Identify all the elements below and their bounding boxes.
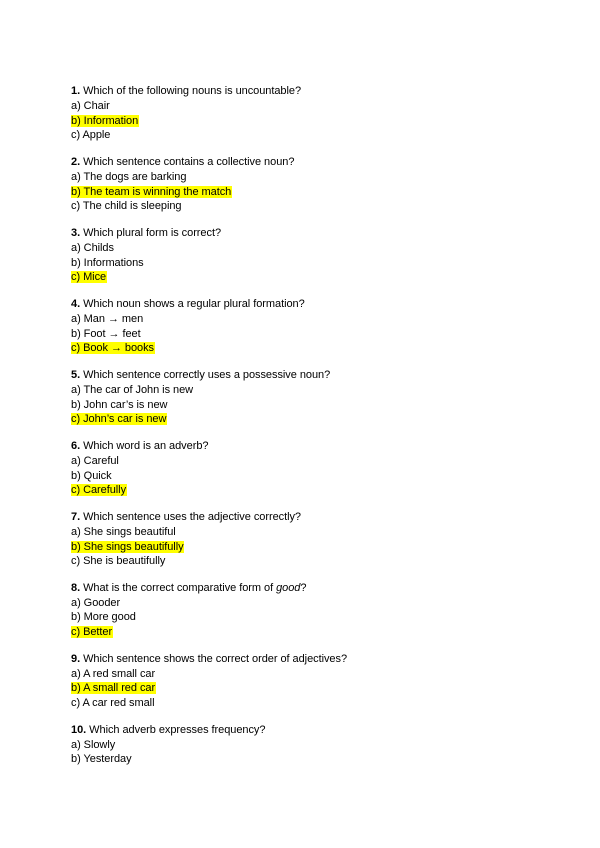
question-prompt bbox=[71, 297, 551, 312]
option-b bbox=[71, 256, 551, 271]
question-text: Which plural form is correct? bbox=[83, 226, 222, 239]
highlighted-answer: c) Better bbox=[71, 626, 113, 639]
question-7 bbox=[71, 510, 551, 569]
highlighted-answer: c) Mice bbox=[71, 271, 107, 284]
question-text: Which noun shows a regular plural formation? bbox=[83, 297, 305, 310]
question-number: 4. bbox=[71, 297, 81, 310]
option-text: a) Childs bbox=[71, 241, 114, 254]
option-text: b) Yesterday bbox=[71, 753, 132, 766]
option-text: a) Man → men bbox=[71, 312, 144, 325]
option-text: c) Apple bbox=[71, 129, 111, 142]
quiz-list bbox=[71, 84, 551, 779]
question-number: 6. bbox=[71, 439, 81, 452]
option-a bbox=[71, 525, 551, 540]
option-text: a) The car of John is new bbox=[71, 383, 194, 396]
highlighted-answer: b) A small red car bbox=[71, 682, 156, 695]
question-text: Which sentence uses the adjective correctly? bbox=[83, 510, 302, 523]
option-a bbox=[71, 241, 551, 256]
option-text: b) Informations bbox=[71, 256, 144, 269]
option-b bbox=[71, 398, 551, 413]
option-a bbox=[71, 596, 551, 611]
question-number: 5. bbox=[71, 368, 81, 381]
highlighted-answer: b) The team is winning the match bbox=[71, 185, 232, 198]
question-number: 2. bbox=[71, 155, 81, 168]
option-text: a) Gooder bbox=[71, 596, 121, 609]
option-text: b) John car’s is new bbox=[71, 398, 168, 411]
option-c-correct bbox=[71, 412, 551, 427]
question-9 bbox=[71, 652, 551, 711]
option-text: a) She sings beautiful bbox=[71, 525, 176, 538]
option-text: a) Slowly bbox=[71, 738, 116, 751]
option-text: a) The dogs are barking bbox=[71, 170, 187, 183]
option-text: b) Foot → feet bbox=[71, 327, 141, 340]
highlighted-answer: c) Carefully bbox=[71, 484, 127, 497]
question-number: 7. bbox=[71, 510, 81, 523]
question-text: Which of the following nouns is uncountable? bbox=[83, 85, 302, 97]
option-text: c) The child is sleeping bbox=[71, 200, 182, 213]
question-prompt bbox=[71, 368, 551, 383]
option-c bbox=[71, 128, 551, 143]
question-6 bbox=[71, 439, 551, 498]
question-4 bbox=[71, 297, 551, 356]
highlighted-answer: b) She sings beautifully bbox=[71, 540, 184, 553]
option-c-correct bbox=[71, 341, 551, 356]
option-a bbox=[71, 312, 551, 327]
question-text-end: ? bbox=[300, 581, 307, 594]
option-c-correct bbox=[71, 625, 551, 640]
question-text: What is the correct comparative form of bbox=[83, 581, 277, 594]
option-text: a) Chair bbox=[71, 99, 110, 112]
question-prompt bbox=[71, 439, 551, 454]
question-2 bbox=[71, 155, 551, 214]
option-text: a) A red small car bbox=[71, 667, 156, 680]
question-8 bbox=[71, 581, 551, 640]
question-1 bbox=[71, 84, 551, 143]
option-b bbox=[71, 752, 551, 767]
option-b-correct bbox=[71, 185, 551, 200]
option-a bbox=[71, 170, 551, 185]
option-b-correct bbox=[71, 681, 551, 696]
option-a bbox=[71, 383, 551, 398]
question-text: Which word is an adverb? bbox=[83, 439, 209, 452]
option-a bbox=[71, 738, 551, 753]
option-b bbox=[71, 469, 551, 484]
question-text: Which adverb expresses frequency? bbox=[89, 723, 266, 736]
option-b-correct bbox=[71, 114, 551, 129]
option-text: c) She is beautifully bbox=[71, 555, 166, 568]
question-prompt bbox=[71, 155, 551, 170]
option-c bbox=[71, 554, 551, 569]
option-b bbox=[71, 610, 551, 625]
question-number: 1. bbox=[71, 85, 81, 97]
question-prompt bbox=[71, 226, 551, 241]
question-5 bbox=[71, 368, 551, 427]
option-a bbox=[71, 454, 551, 469]
option-c-correct bbox=[71, 483, 551, 498]
question-prompt bbox=[71, 581, 551, 596]
question-text: Which sentence correctly uses a possessive noun? bbox=[83, 368, 331, 381]
option-b bbox=[71, 327, 551, 342]
question-text: Which sentence shows the correct order of adjectives? bbox=[83, 652, 348, 665]
question-number: 8. bbox=[71, 581, 81, 594]
question-prompt bbox=[71, 84, 551, 99]
option-text: c) A car red small bbox=[71, 697, 155, 710]
option-a bbox=[71, 99, 551, 114]
option-text: b) More good bbox=[71, 611, 136, 624]
question-prompt bbox=[71, 652, 551, 667]
option-b-correct bbox=[71, 540, 551, 555]
question-number: 9. bbox=[71, 652, 81, 665]
question-text: Which sentence contains a collective noun? bbox=[83, 155, 295, 168]
option-c bbox=[71, 696, 551, 711]
highlighted-answer: c) Book → books bbox=[71, 342, 155, 355]
question-10 bbox=[71, 723, 551, 767]
option-text: b) Quick bbox=[71, 469, 112, 482]
option-c bbox=[71, 199, 551, 214]
option-text: a) Careful bbox=[71, 454, 119, 467]
question-number: 3. bbox=[71, 226, 81, 239]
highlighted-answer: b) Information bbox=[71, 114, 139, 127]
question-number: 10. bbox=[71, 723, 87, 736]
option-c-correct bbox=[71, 270, 551, 285]
option-a bbox=[71, 667, 551, 682]
question-text-italic: good bbox=[276, 581, 301, 594]
highlighted-answer: c) John’s car is new bbox=[71, 413, 167, 426]
question-3 bbox=[71, 226, 551, 285]
question-prompt bbox=[71, 510, 551, 525]
question-prompt bbox=[71, 723, 551, 738]
